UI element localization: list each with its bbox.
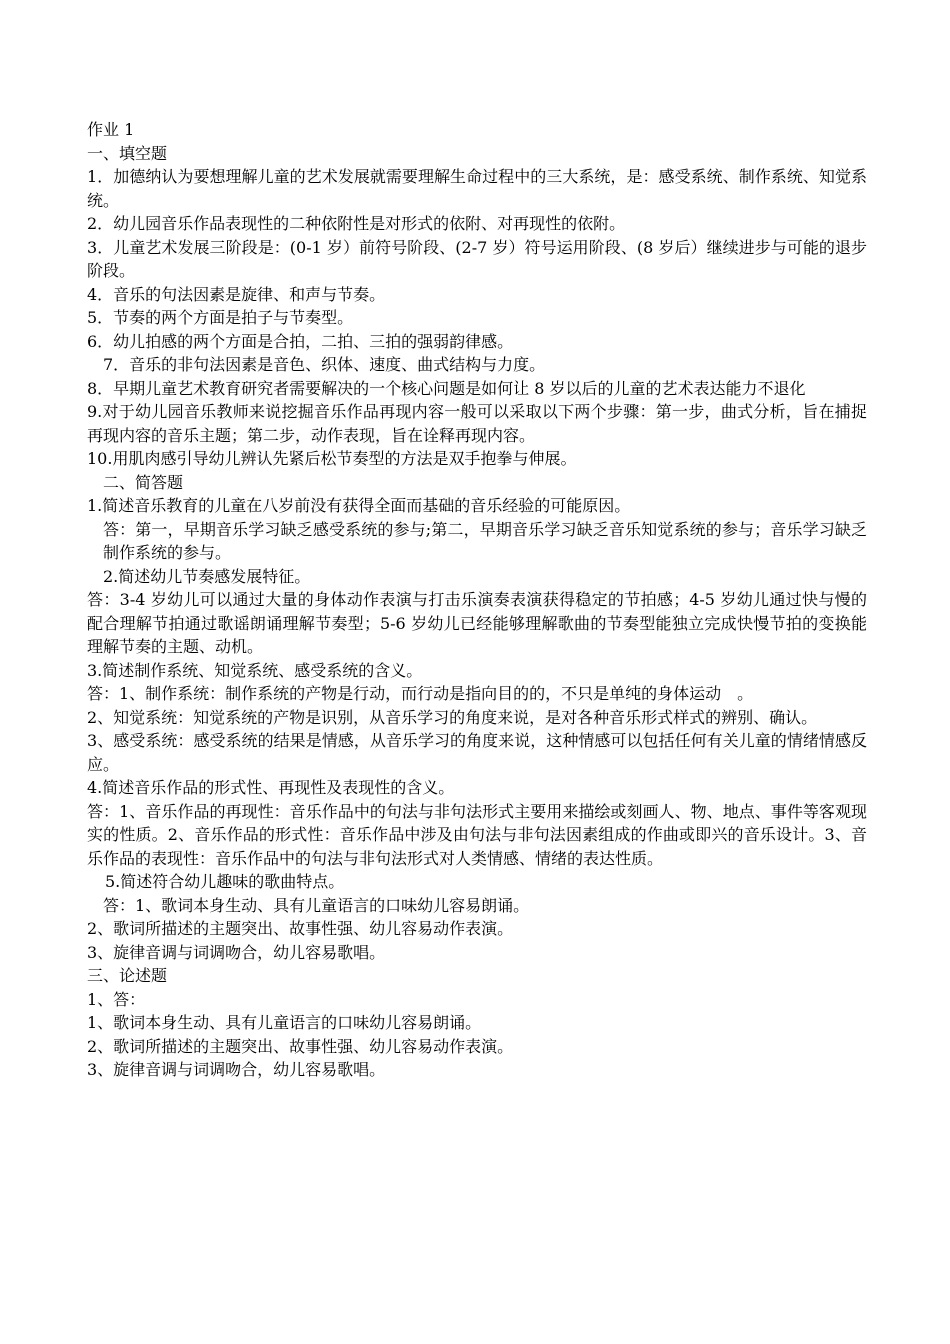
paragraph: 10.用肌肉感引导幼儿辨认先紧后松节奏型的方法是双手抱拳与伸展。 — [87, 449, 577, 468]
document-page — [87, 118, 867, 1082]
paragraph: 3、旋律音调与词调吻合，幼儿容易歌唱。 — [87, 942, 386, 962]
paragraph: 2．幼儿园音乐作品表现性的二种依附性是对形式的依附、对再现性的依附。 — [87, 214, 626, 233]
paragraph: 1、歌词本身生动、具有儿童语言的口味幼儿容易朗诵。 — [87, 1013, 482, 1032]
paragraph: 1．加德纳认为要想理解儿童的艺术发展就需要理解生命过程中的三大系统，是：感受系统、制作系统、知觉系统。 — [87, 167, 867, 210]
paragraph: 答：第一，早期音乐学习缺乏感受系统的参与;第二，早期音乐学习缺乏音乐知觉系统的参与；音乐学习缺乏制作系统的参与。 — [103, 519, 867, 562]
paragraph: 9.对于幼儿园音乐教师来说挖掘音乐作品再现内容一般可以采取以下两个步骤：第一步，曲式分析，旨在捕捉再现内容的音乐主题；第二步，动作表现，旨在诠释再现内容。 — [87, 402, 867, 445]
section-heading-short-answer: 二、简答题 — [103, 472, 184, 492]
paragraph: 6．幼儿拍感的两个方面是合拍，二拍、三拍的强弱韵律感。 — [87, 331, 514, 351]
paragraph: 7．音乐的非句法因素是音色、织体、速度、曲式结构与力度。 — [103, 355, 546, 374]
paragraph: 2、歌词所描述的主题突出、故事性强、幼儿容易动作表演。 — [87, 919, 514, 938]
paragraph: 1.简述音乐教育的儿童在八岁前没有获得全面而基础的音乐经验的可能原因。 — [87, 496, 631, 515]
paragraph: 4.简述音乐作品的形式性、再现性及表现性的含义。 — [87, 778, 455, 797]
paragraph: 答：1、歌词本身生动、具有儿童语言的口味幼儿容易朗诵。 — [103, 895, 530, 915]
paragraph: 2.简述幼儿节奏感发展特征。 — [103, 566, 311, 586]
paragraph: 1、答： — [87, 989, 146, 1009]
doc-title: 作业 1 — [87, 120, 135, 139]
paragraph: 5．节奏的两个方面是拍子与节奏型。 — [87, 308, 354, 327]
paragraph: 2、知觉系统：知觉系统的产物是识别，从音乐学习的角度来说，是对各种音乐形式样式的辨别、确认。 — [87, 707, 818, 727]
paragraph: 5.简述符合幼儿趣味的歌曲特点。 — [105, 872, 345, 891]
section-heading-essay: 三、论述题 — [87, 966, 168, 985]
paragraph: 答：1、制作系统：制作系统的产物是行动，而行动是指向目的的，不只是单纯的身体运动 。 — [87, 684, 754, 703]
paragraph: 4．音乐的句法因素是旋律、和声与节奏。 — [87, 284, 386, 304]
paragraph: 答：1、音乐作品的再现性：音乐作品中的句法与非句法形式主要用来描绘或刻画人、物、地点、事件等客观现实的性质。2、音乐作品的形式性：音乐作品中涉及由句法与非句法因素组成的作曲或即兴的音乐设计。3、音乐作品的表现性：音乐作品中的句法与非句法形式对人类情感、情绪的表达性质。 — [87, 801, 867, 868]
paragraph: 8．早期儿童艺术教育研究者需要解决的一个核心问题是如何让 8 岁以后的儿童的艺术表达能力不退化 — [87, 378, 806, 398]
section-heading-fill-blank: 一、填空题 — [87, 143, 168, 163]
paragraph: 3、旋律音调与词调吻合，幼儿容易歌唱。 — [87, 1060, 386, 1079]
paragraph: 答：3-4 岁幼儿可以通过大量的身体动作表演与打击乐演奏表演获得稳定的节拍感；4-5 岁幼儿通过快与慢的配合理解节拍通过歌谣朗诵理解节奏型；5-6 岁幼儿已经能够理解歌曲的节奏型能独立完成快慢节拍的变换能理解节奏的主题、动机。 — [87, 590, 867, 656]
paragraph: 3.简述制作系统、知觉系统、感受系统的含义。 — [87, 660, 423, 680]
paragraph: 3、感受系统：感受系统的结果是情感，从音乐学习的角度来说，这种情感可以包括任何有关儿童的情绪情感反应。 — [87, 731, 867, 774]
paragraph: 3．儿童艺术发展三阶段是：(0-1 岁）前符号阶段、(2-7 岁）符号运用阶段、(8 岁后）继续进步与可能的退步阶段。 — [87, 237, 867, 280]
paragraph: 2、歌词所描述的主题突出、故事性强、幼儿容易动作表演。 — [87, 1036, 514, 1056]
